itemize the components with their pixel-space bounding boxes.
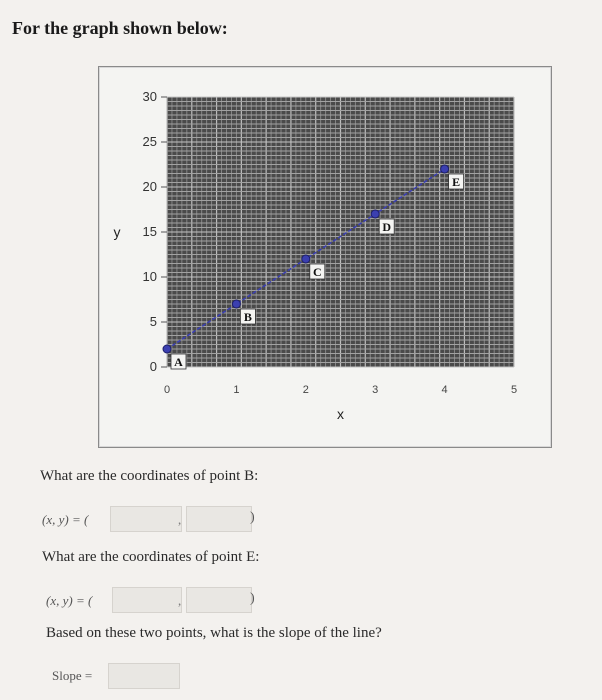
y-tick-label: 25 [142,134,157,149]
line-chart [99,67,551,447]
point-label: A [174,355,183,369]
slope-input[interactable] [108,663,180,689]
x-axis-label: x [337,406,344,422]
data-point [302,255,310,263]
question-title: For the graph shown below: [12,18,228,38]
point-label: C [312,265,322,279]
x-tick-label: 1 [233,384,240,396]
point-label: E [452,175,461,189]
xy-label-e: (x, y) = ( [46,593,93,608]
comma-e: , [178,593,182,608]
y-tick-label: 15 [142,224,157,239]
x-tick-label: 3 [372,384,379,396]
y-tick-label: 5 [149,314,157,329]
y-tick-label: 0 [149,359,157,374]
point-e-x-input[interactable] [112,587,182,613]
close-paren-e: ) [250,591,255,606]
question-point-e: What are the coordinates of point E: [42,549,260,565]
question-point-b: What are the coordinates of point B: [40,468,259,484]
y-tick-label: 30 [142,89,157,104]
point-e-y-input[interactable] [186,587,252,613]
x-tick-label: 4 [441,384,448,396]
point-label: D [382,220,392,234]
data-point [163,345,171,353]
data-point [371,210,379,218]
x-tick-label: 0 [163,384,171,396]
data-point [441,165,449,173]
slope-label: Slope = [52,668,93,683]
question-slope: Based on these two points, what is the slope of the line? [46,625,382,641]
x-tick-label: 5 [510,384,518,396]
comma-b: , [178,512,182,527]
point-b-y-input[interactable] [186,506,252,532]
y-axis-label: y [113,224,121,240]
close-paren-b: ) [250,510,255,525]
y-tick-label: 20 [142,179,157,194]
y-tick-label: 10 [142,269,157,284]
xy-label-b: (x, y) = ( [42,512,89,527]
graph-figure [98,66,552,448]
point-label: B [243,310,252,324]
grid-lines [167,97,514,367]
point-b-x-input[interactable] [110,506,182,532]
data-point [232,300,240,308]
x-tick-label: 2 [302,384,309,396]
